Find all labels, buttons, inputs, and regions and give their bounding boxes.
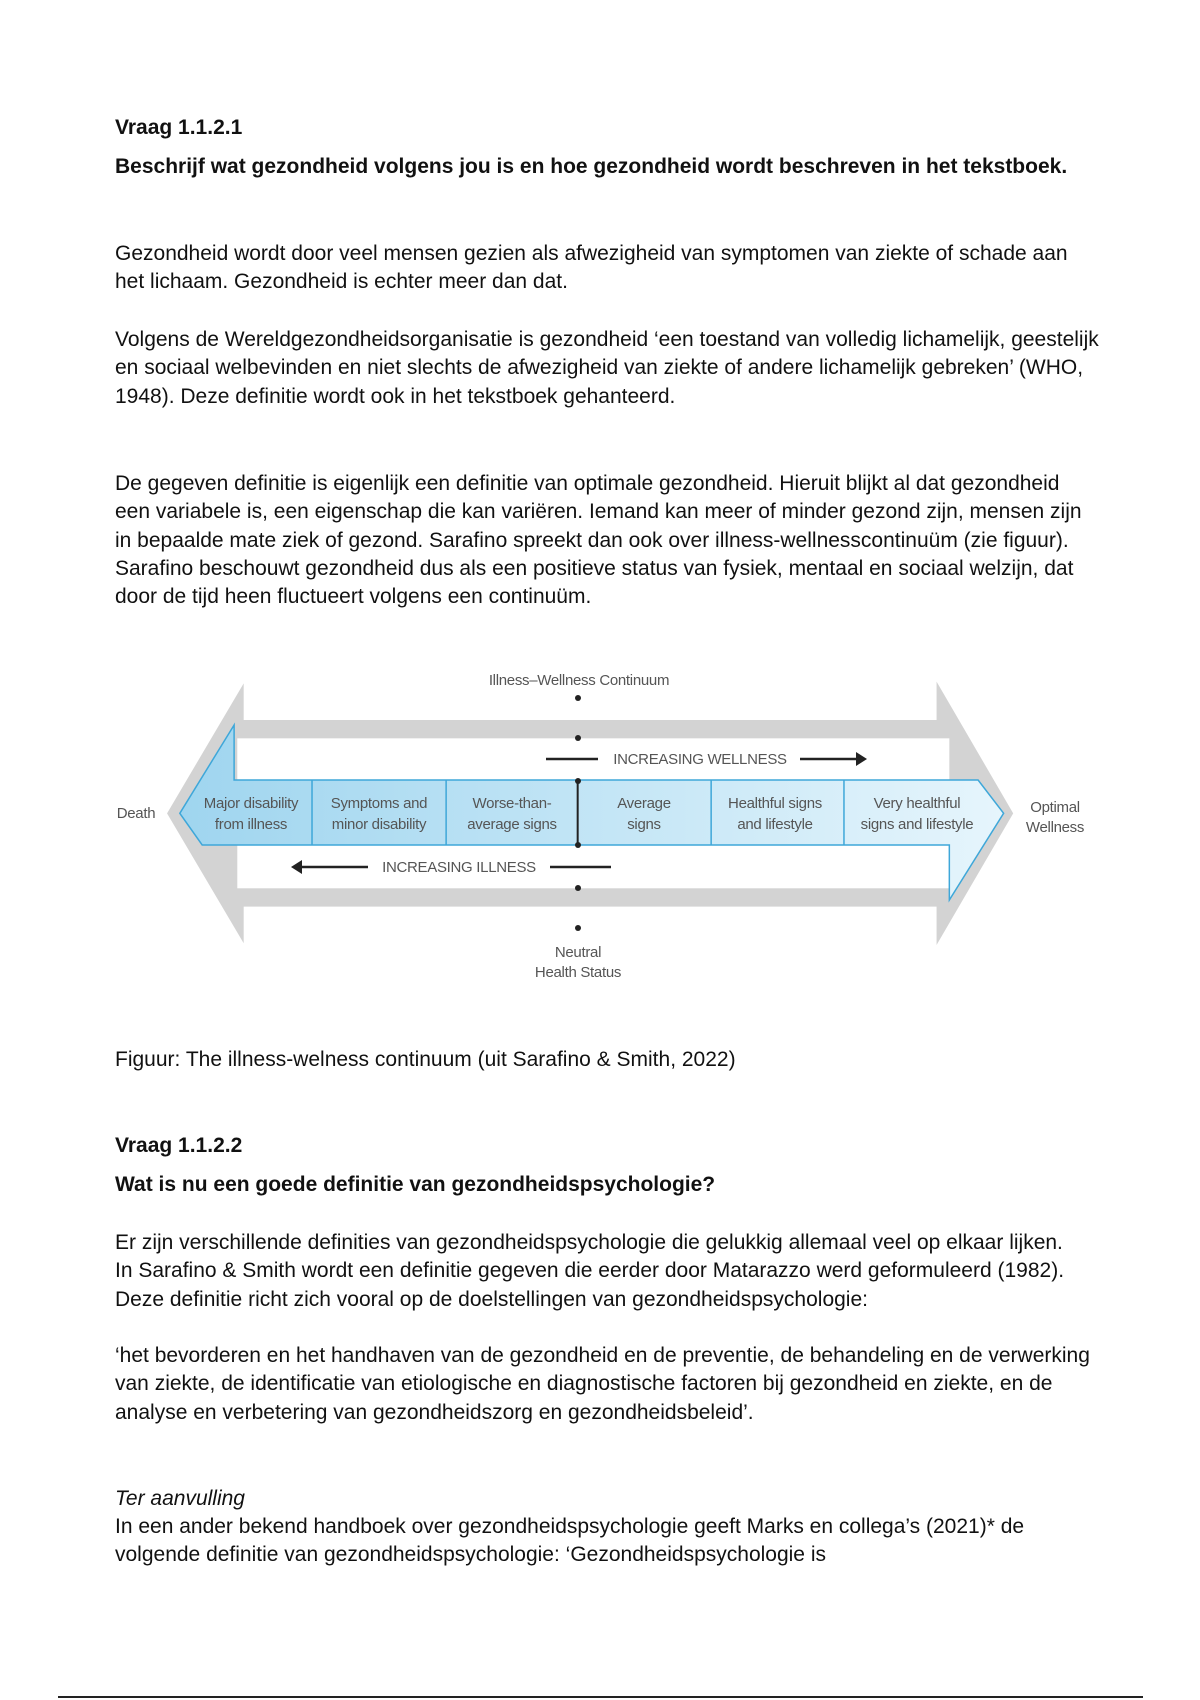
death-label: Death bbox=[116, 805, 156, 822]
supplement-label: Ter aanvulling bbox=[115, 1487, 245, 1510]
paragraph: De gegeven definitie is eigenlijk een definitie van optimale gezondheid. Hieruit blijkt al dat gezondheid een variabele is, een eigenschap die kan variëren. Iemand kan meer of minder gezond zijn, mensen zijn in bepaalde mate ziek of gezond. Sarafino spreekt dan ook over illness-wellnesscontinuüm (zie figuur). Sarafino beschouwt gezondheid dus als een positieve status van fysiek, mentaal en sociaal welzijn, dat door de tijd heen fluctueert volgens een continuüm. bbox=[115, 472, 1082, 609]
segment-label: and lifestyle bbox=[737, 816, 813, 833]
figure-caption: Figuur: The illness-welness continuum (uit Sarafino & Smith, 2022) bbox=[115, 1048, 736, 1071]
segment-label: from illness bbox=[214, 816, 288, 833]
increasing-wellness-label: INCREASING WELLNESS bbox=[613, 751, 787, 768]
segment-label: Very healthful bbox=[873, 795, 961, 812]
segment-label: signs bbox=[627, 816, 661, 833]
segment-label: Average bbox=[617, 795, 671, 812]
segment-label: Symptoms and bbox=[330, 795, 428, 812]
increasing-illness-label: INCREASING ILLNESS bbox=[382, 859, 536, 876]
question-heading-1: Vraag 1.1.2.1 bbox=[115, 116, 243, 139]
neutral-label: Neutral bbox=[554, 944, 602, 961]
segment-label: Major disability bbox=[203, 795, 299, 812]
segment-label: average signs bbox=[467, 816, 557, 833]
paragraph: In een ander bekend handboek over gezondheidspsychologie geeft Marks en collega’s (2021)* de volgende definitie van gezondheidspsychologie: ‘Gezondheidspsychologie is bbox=[115, 1515, 1025, 1567]
question-text-1: Beschrijf wat gezondheid volgens jou is en hoe gezondheid wordt beschreven in het tekstboek. bbox=[115, 155, 1068, 178]
footer-rule bbox=[58, 1696, 1143, 1698]
paragraph: Gezondheid wordt door veel mensen gezien als afwezigheid van symptomen van ziekte of schade aan het lichaam. Gezondheid is echter meer dan dat. bbox=[115, 242, 1068, 294]
figure-title: Illness–Wellness Continuum bbox=[488, 672, 670, 689]
optimal-wellness-label: Wellness bbox=[1025, 819, 1085, 836]
segment-label: Worse-than- bbox=[472, 795, 552, 812]
paragraph: Volgens de Wereldgezondheidsorganisatie is gezondheid ‘een toestand van volledig lichamelijk, geestelijk en sociaal welbevinden en niet slechts de afwezigheid van ziekte of andere lichamelijk gebreken’ (WHO, 1948). Deze definitie wordt ook in het tekstboek gehanteerd. bbox=[115, 328, 1099, 408]
segment-label: minor disability bbox=[331, 816, 427, 833]
segment-label: signs and lifestyle bbox=[860, 816, 974, 833]
neutral-label: Health Status bbox=[534, 964, 622, 981]
question-heading-2: Vraag 1.1.2.2 bbox=[115, 1134, 243, 1157]
segment-label: Healthful signs bbox=[728, 795, 822, 812]
quote: ‘het bevorderen en het handhaven van de gezondheid en de preventie, de behandeling en de verwerking van ziekte, de identificatie van etiologische en diagnostische factoren bij gezondheid en ziekte, en de analyse en verbetering van gezondheidszorg en gezondheidsbeleid’. bbox=[115, 1344, 1090, 1424]
question-text-2: Wat is nu een goede definitie van gezondheidspsychologie? bbox=[115, 1173, 716, 1196]
optimal-wellness-label: Optimal bbox=[1030, 799, 1080, 816]
paragraph: Er zijn verschillende definities van gezondheidspsychologie die gelukkig allemaal veel op elkaar lijken. In Sarafino & Smith wordt een definitie gegeven die eerder door Matarazzo werd geformuleerd (1982). Deze definitie richt zich vooral op de doelstellingen van gezondheidspsychologie: bbox=[115, 1231, 1065, 1311]
